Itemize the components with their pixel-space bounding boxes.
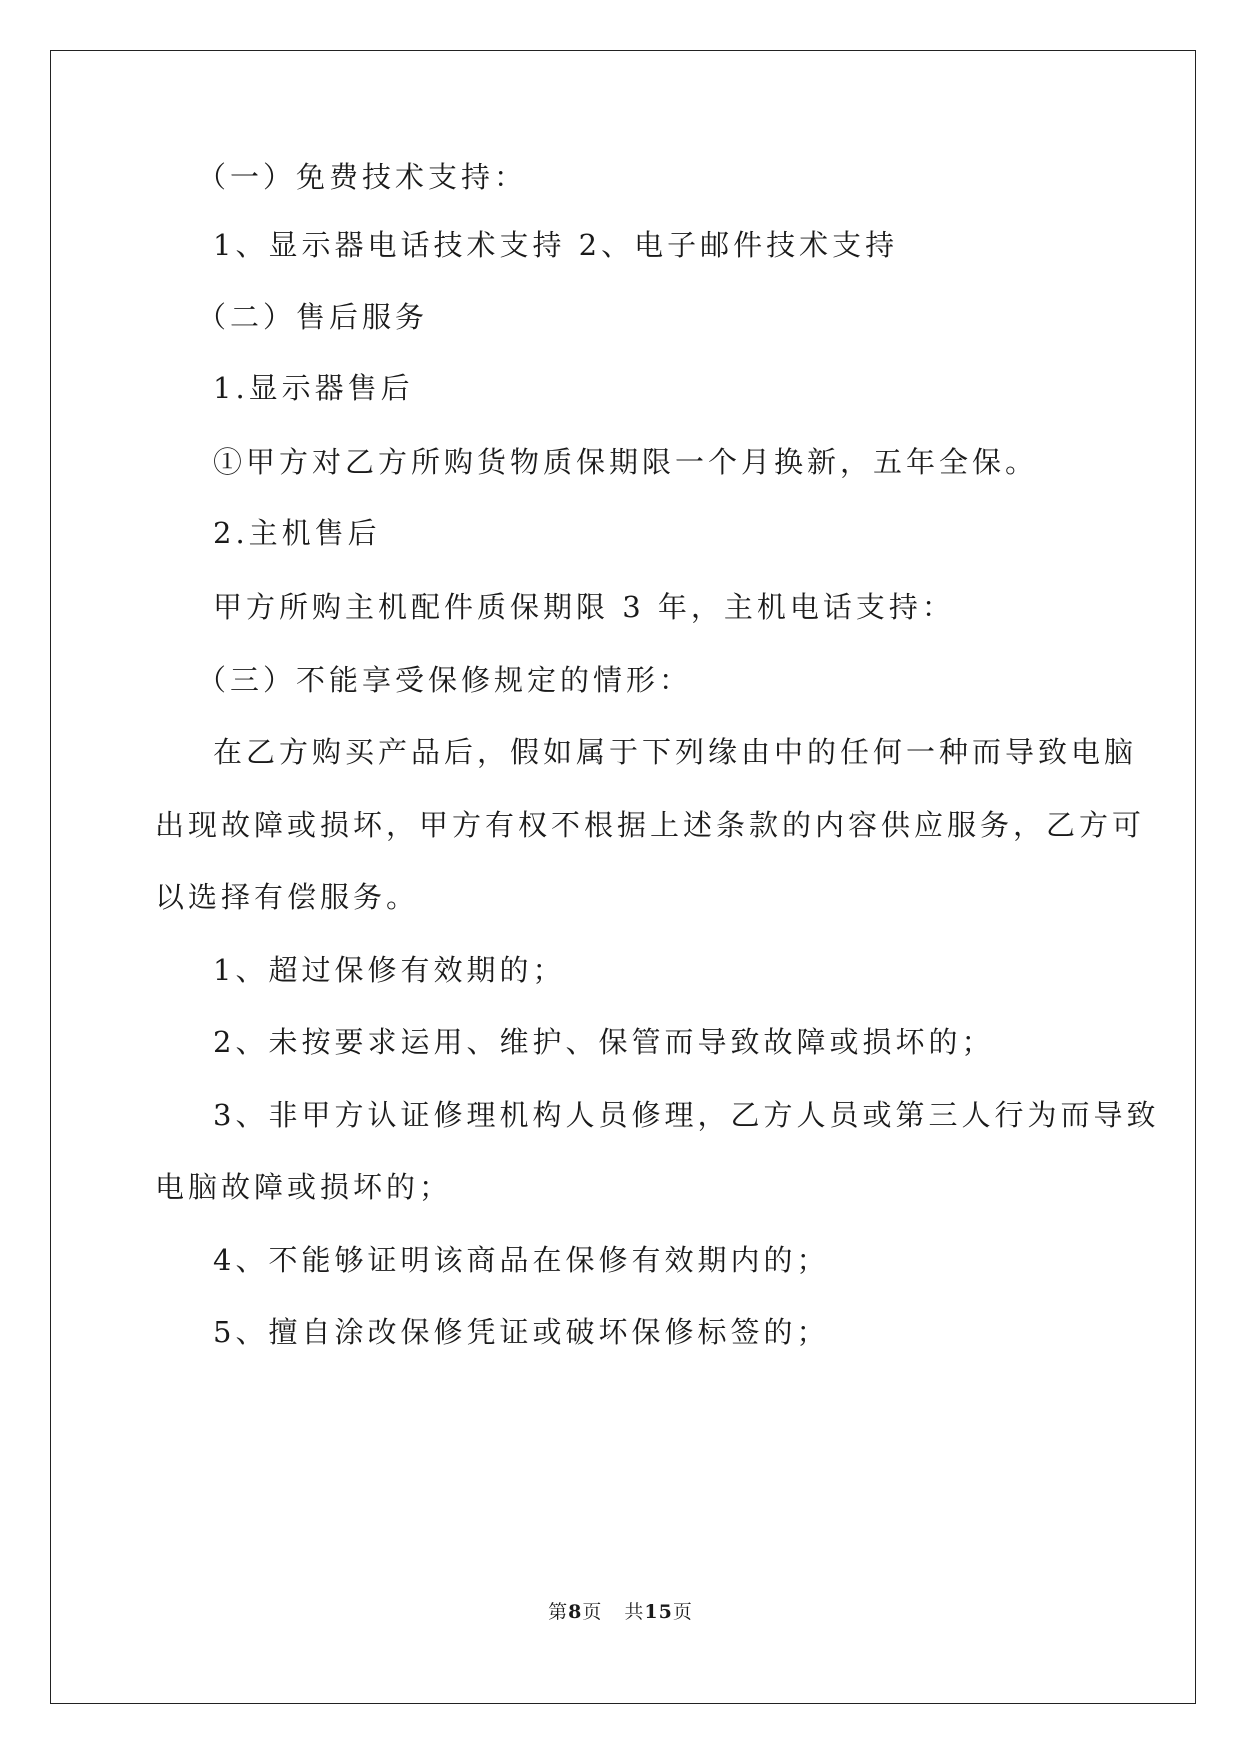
list-item-continuation: 电脑故障或损坏的； [155, 1170, 453, 1204]
subheading-line: 1.显示器售后 [213, 371, 414, 405]
page-number-suffix: 页 [582, 1601, 603, 1623]
section-heading-1: （一）免费技术支持： [197, 160, 528, 194]
page-total: 15 [644, 1601, 673, 1623]
page-total-suffix: 页 [672, 1601, 693, 1623]
page-number-prefix: 第 [548, 1601, 569, 1623]
page-number-current: 8 [568, 1601, 583, 1623]
section-heading-3: （三）不能享受保修规定的情形： [197, 663, 693, 697]
paragraph-line: 甲方所购主机配件质保期限 3 年，主机电话支持： [213, 590, 955, 624]
list-item: 1、超过保修有效期的； [213, 953, 566, 987]
list-item: 3、非甲方认证修理机构人员修理，乙方人员或第三人行为而导致 [213, 1098, 1160, 1132]
paragraph-line: ①甲方对乙方所购货物质保期限一个月换新，五年全保。 [213, 445, 1039, 479]
subheading-line: 2.主机售后 [213, 516, 381, 550]
list-item: 4、不能够证明该商品在保修有效期内的； [213, 1243, 830, 1277]
page-total-prefix: 共 [624, 1601, 645, 1623]
list-item: 5、擅自涂改保修凭证或破坏保修标签的； [213, 1315, 830, 1349]
list-item: 2、未按要求运用、维护、保管而导致故障或损坏的； [213, 1025, 995, 1059]
section-heading-2: （二）售后服务 [197, 300, 429, 334]
paragraph-line: 出现故障或损坏，甲方有权不根据上述条款的内容供应服务，乙方可 [155, 808, 1146, 842]
paragraph-line: 在乙方购买产品后，假如属于下列缘由中的任何一种而导致电脑 [213, 735, 1138, 769]
page-footer [0, 1600, 1241, 1624]
paragraph-line: 1、显示器电话技术支持 2、电子邮件技术支持 [213, 228, 899, 262]
paragraph-line: 以选择有偿服务。 [155, 880, 420, 914]
